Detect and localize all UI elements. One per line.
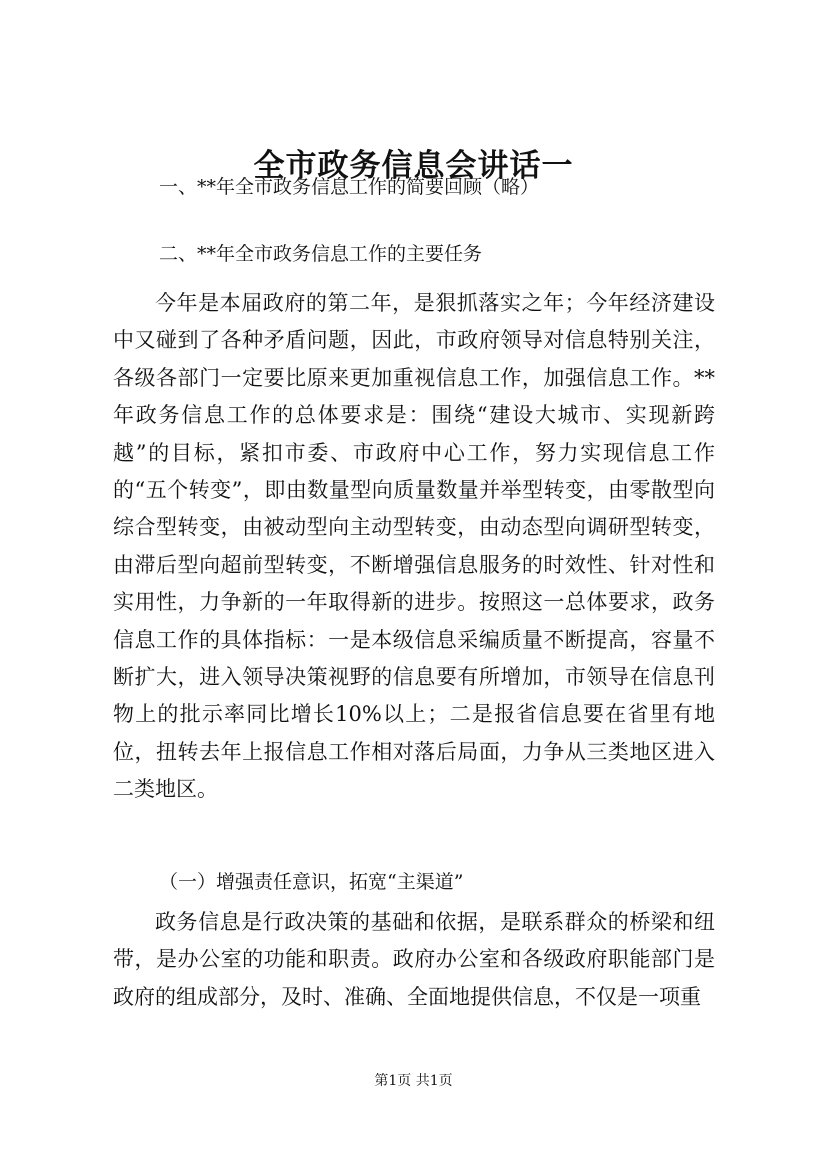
subsection-heading: （一）增强责任意识，拓宽“主渠道” xyxy=(159,871,464,893)
body-paragraph-1: 今年是本届政府的第二年，是狠抓落实之年；今年经济建设中又碰到了各种矛盾问题，因此，市政府领导对信息特别关注，各级各部门一定要比原来更加重视信息工作，加强信息工作。**年政务信息工作的总体要求是：围绕“建设大城市、实现新跨越”的目标，紧扣市委、市政府中心工作，努力实现信息工作的“五个转变”，即由数量型向质量数量并举型转变，由零散型向综合型转变，由被动型向主动型转变，由动态型向调研型转变，由滞后型向超前型转变，不断增强信息服务的时效性、针对性和实用性，力争新的一年取得新的进步。按照这一总体要求，政务信息工作的具体指标：一是本级信息采编质量不断提高，容量不断扩大，进入领导决策视野的信息要有所增加，市领导在信息刊物上的批示率同比增长10%以上；二是报省信息要在省里有地位，扭转去年上报信息工作相对落后局面，力争从三类地区进入二类地区。 xyxy=(113,291,715,802)
body-paragraph-2: 政务信息是行政决策的基础和依据，是联系群众的桥梁和纽带，是办公室的功能和职责。政府办公室和各级政府职能部门是政府的组成部分，及时、准确、全面地提供信息，不仅是一项重 xyxy=(113,910,715,1009)
page-footer: 第1页 共1页 xyxy=(374,1073,453,1089)
document-title: 全市政务信息会讲话一 xyxy=(253,148,574,184)
section-heading-2: 二、**年全市政务信息工作的主要任务 xyxy=(159,243,483,265)
section-heading-1: 一、**年全市政务信息工作的简要回顾（略） xyxy=(159,176,540,198)
